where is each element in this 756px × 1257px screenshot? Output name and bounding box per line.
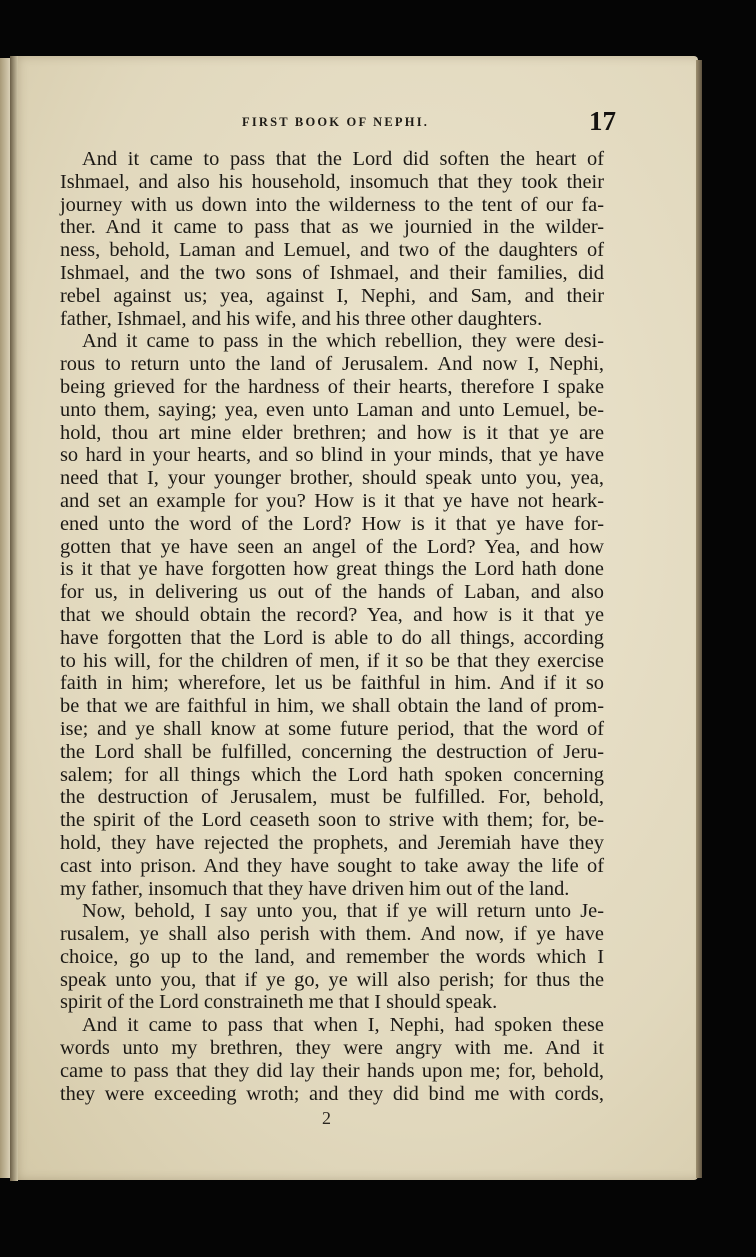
running-head-title: FIRST BOOK OF NEPHI.	[242, 115, 430, 129]
text-line: ness, behold, Laman and Lemuel, and two of the daughters of	[60, 239, 604, 262]
text-line: salem; for all things which the Lord hath spoken concerning	[60, 763, 604, 786]
text-line: rusalem, ye shall also perish with them. And now, if ye have	[60, 923, 604, 946]
text-line: ther. And it came to pass that as we journied in the wilder-	[60, 216, 604, 239]
text-line: and set an example for you? How is it that ye have not heark-	[60, 489, 604, 512]
text-line: unto them, saying; yea, even unto Laman and unto Lemuel, be-	[60, 398, 604, 421]
text-line: for us, in delivering us out of the hands of Laban, and also	[60, 581, 604, 604]
text-line: is it that ye have forgotten how great things the Lord hath done	[60, 558, 604, 581]
text-line: choice, go up to the land, and remember the words which I	[60, 945, 604, 968]
text-line: Now, behold, I say unto you, that if ye will return unto Je-	[82, 900, 604, 923]
text-line: Ishmael, and the two sons of Ishmael, and their families, did	[60, 261, 604, 284]
text-line: to his will, for the children of men, if it so be that they exercise	[60, 649, 604, 672]
text-line: gotten that ye have seen an angel of the Lord? Yea, and how	[60, 535, 604, 558]
text-line: hold, they have rejected the prophets, and Jeremiah have they	[60, 831, 604, 854]
text-line: they were exceeding wroth; and they did bind me with cords,	[60, 1082, 604, 1105]
text-line: be that we are faithful in him, we shall obtain the land of prom-	[60, 695, 604, 718]
text-line: so hard in your hearts, and so blind in your minds, that ye have	[60, 444, 604, 467]
page-edge	[696, 60, 702, 1178]
text-line: the spirit of the Lord ceaseth soon to strive with them; for, be-	[60, 809, 604, 832]
text-line: came to pass that they did lay their hands upon me; for, behold,	[60, 1059, 604, 1082]
text-line: father, Ishmael, and his wife, and his three other daughters.	[60, 307, 543, 330]
text-line: ise; and ye shall know at some future period, that the word of	[60, 717, 604, 740]
text-line: cast into prison. And they have sought to take away the life of	[60, 854, 604, 877]
text-line: And it came to pass in the which rebellion, they were desi-	[82, 330, 604, 353]
text-line: need that I, your younger brother, should speak unto you, yea,	[60, 467, 604, 490]
running-head	[12, 106, 698, 140]
text-line: the destruction of Jerusalem, must be fulfilled. For, behold,	[60, 786, 604, 809]
text-line: journey with us down into the wilderness to the tent of our fa-	[60, 193, 604, 216]
text-line: And it came to pass that when I, Nephi, had spoken these	[82, 1014, 604, 1037]
text-line: have forgotten that the Lord is able to do all things, according	[60, 626, 604, 649]
spine-shadow	[10, 56, 18, 1181]
text-line: ened unto the word of the Lord? How is it that ye have for-	[60, 512, 604, 535]
page-number: 17	[589, 106, 616, 136]
text-line: hold, thou art mine elder brethren; and how is it that ye are	[60, 421, 604, 444]
text-line: words unto my brethren, they were angry with me. And it	[60, 1037, 604, 1060]
body-text	[60, 148, 604, 1105]
text-line: the Lord shall be fulfilled, concerning the destruction of Jeru-	[60, 740, 604, 763]
text-line: my father, insomuch that they have driven him out of the land.	[60, 877, 570, 900]
text-line: faith in him; wherefore, let us be faithful in him. And if it so	[60, 672, 604, 695]
text-line: being grieved for the hardness of their hearts, therefore I spake	[60, 375, 604, 398]
text-line: Ishmael, and also his household, insomuch that they took their	[60, 170, 604, 193]
text-line: speak unto you, that if ye go, ye will also perish; for thus the	[60, 968, 604, 991]
signature-mark: 2	[322, 1108, 331, 1128]
text-line: rous to return unto the land of Jerusalem. And now I, Nephi,	[60, 353, 604, 376]
text-line: And it came to pass that the Lord did soften the heart of	[82, 148, 604, 170]
text-line: that we should obtain the record? Yea, and how is it that ye	[60, 603, 604, 626]
text-line: rebel against us; yea, against I, Nephi, and Sam, and their	[60, 284, 604, 307]
text-line: spirit of the Lord constraineth me that I should speak.	[60, 991, 498, 1014]
previous-page-edge	[0, 58, 10, 1178]
